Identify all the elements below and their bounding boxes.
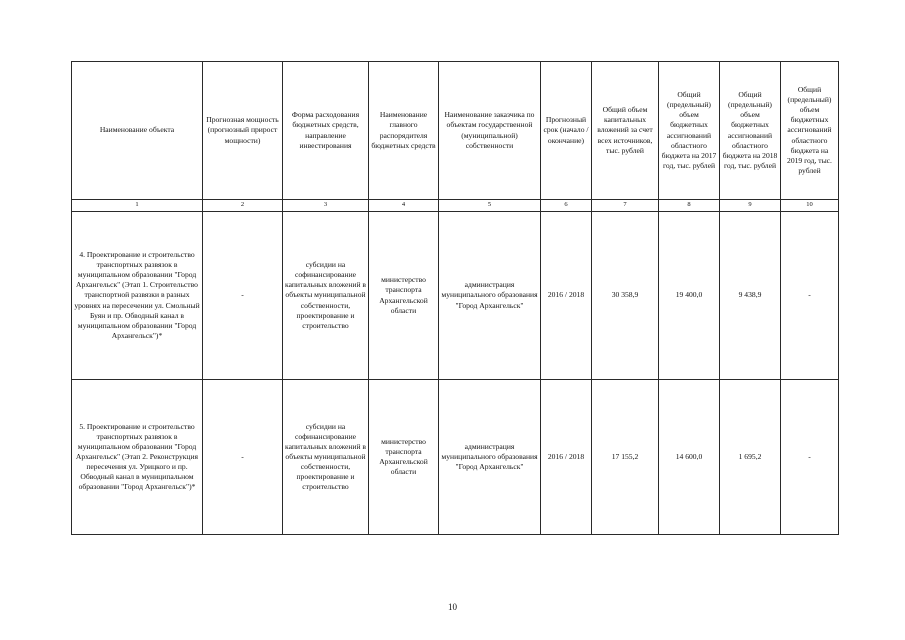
page-number: 10 <box>448 602 457 612</box>
term-cell: 2016 / 2018 <box>541 212 592 380</box>
total-cell: 17 155,2 <box>592 380 659 535</box>
capacity-cell: - <box>203 380 283 535</box>
column-number: 9 <box>720 200 781 212</box>
total-cell: 30 358,9 <box>592 212 659 380</box>
distributor-cell: министерство транспорта Архангельской области <box>369 380 439 535</box>
customer-cell: администрация муниципального образования "Город Архангельск" <box>439 212 541 380</box>
investment-table <box>71 61 839 535</box>
table-row <box>72 380 839 535</box>
header-cell: Общий (предельный) объем бюджетных ассигнований областного бюджета на 2019 год, тыс. рублей <box>781 62 839 200</box>
column-number: 1 <box>72 200 203 212</box>
header-cell: Прогнозный срок (начало / окончание) <box>541 62 592 200</box>
column-number: 10 <box>781 200 839 212</box>
budget-2019-cell: - <box>781 380 839 535</box>
term-cell: 2016 / 2018 <box>541 380 592 535</box>
column-number: 3 <box>283 200 369 212</box>
header-cell: Наименование заказчика по объектам государственной (муниципальной) собственности <box>439 62 541 200</box>
header-cell: Наименование объекта <box>72 62 203 200</box>
table-row <box>72 212 839 380</box>
column-number: 6 <box>541 200 592 212</box>
column-number: 4 <box>369 200 439 212</box>
column-number-row <box>72 200 839 212</box>
budget-2018-cell: 9 438,9 <box>720 212 781 380</box>
table-header-row <box>72 62 839 200</box>
header-cell: Форма расходования бюджетных средств, направление инвестирования <box>283 62 369 200</box>
customer-cell: администрация муниципального образования "Город Архангельск" <box>439 380 541 535</box>
header-cell: Общий (предельный) объем бюджетных ассигнований областного бюджета на 2018 год, тыс. рублей <box>720 62 781 200</box>
header-cell: Общий (предельный) объем бюджетных ассигнований областного бюджета на 2017 год, тыс. рублей <box>659 62 720 200</box>
form-cell: субсидии на софинансирование капитальных вложений в объекты муниципальной собственности, проектирование и строительство <box>283 380 369 535</box>
column-number: 5 <box>439 200 541 212</box>
header-cell: Прогнозная мощность (прогнозный прирост мощности) <box>203 62 283 200</box>
budget-2018-cell: 1 695,2 <box>720 380 781 535</box>
budget-2019-cell: - <box>781 212 839 380</box>
capacity-cell: - <box>203 212 283 380</box>
header-cell: Наименование главного распорядителя бюджетных средств <box>369 62 439 200</box>
object-name-cell: 4. Проектирование и строительство транспортных развязок в муниципальном образовании "Город Архангельск" (Этап 1. Строительство транспортной развязки в разных уровнях на пересечении ул. Смольный Буян и пр. Обводный канал в муниципальном образовании "Город Архангельск")* <box>72 212 203 380</box>
distributor-cell: министерство транспорта Архангельской области <box>369 212 439 380</box>
budget-2017-cell: 19 400,0 <box>659 212 720 380</box>
object-name-cell: 5. Проектирование и строительство транспортных развязок в муниципальном образовании "Город Архангельск" (Этап 2. Реконструкция пересечения ул. Урицкого и пр. Обводный канал в муниципальном образовании "Город Архангельск")* <box>72 380 203 535</box>
form-cell: субсидии на софинансирование капитальных вложений в объекты муниципальной собственности, проектирование и строительство <box>283 212 369 380</box>
budget-2017-cell: 14 600,0 <box>659 380 720 535</box>
header-cell: Общий объем капитальных вложений за счет всех источников, тыс. рублей <box>592 62 659 200</box>
column-number: 8 <box>659 200 720 212</box>
column-number: 7 <box>592 200 659 212</box>
column-number: 2 <box>203 200 283 212</box>
